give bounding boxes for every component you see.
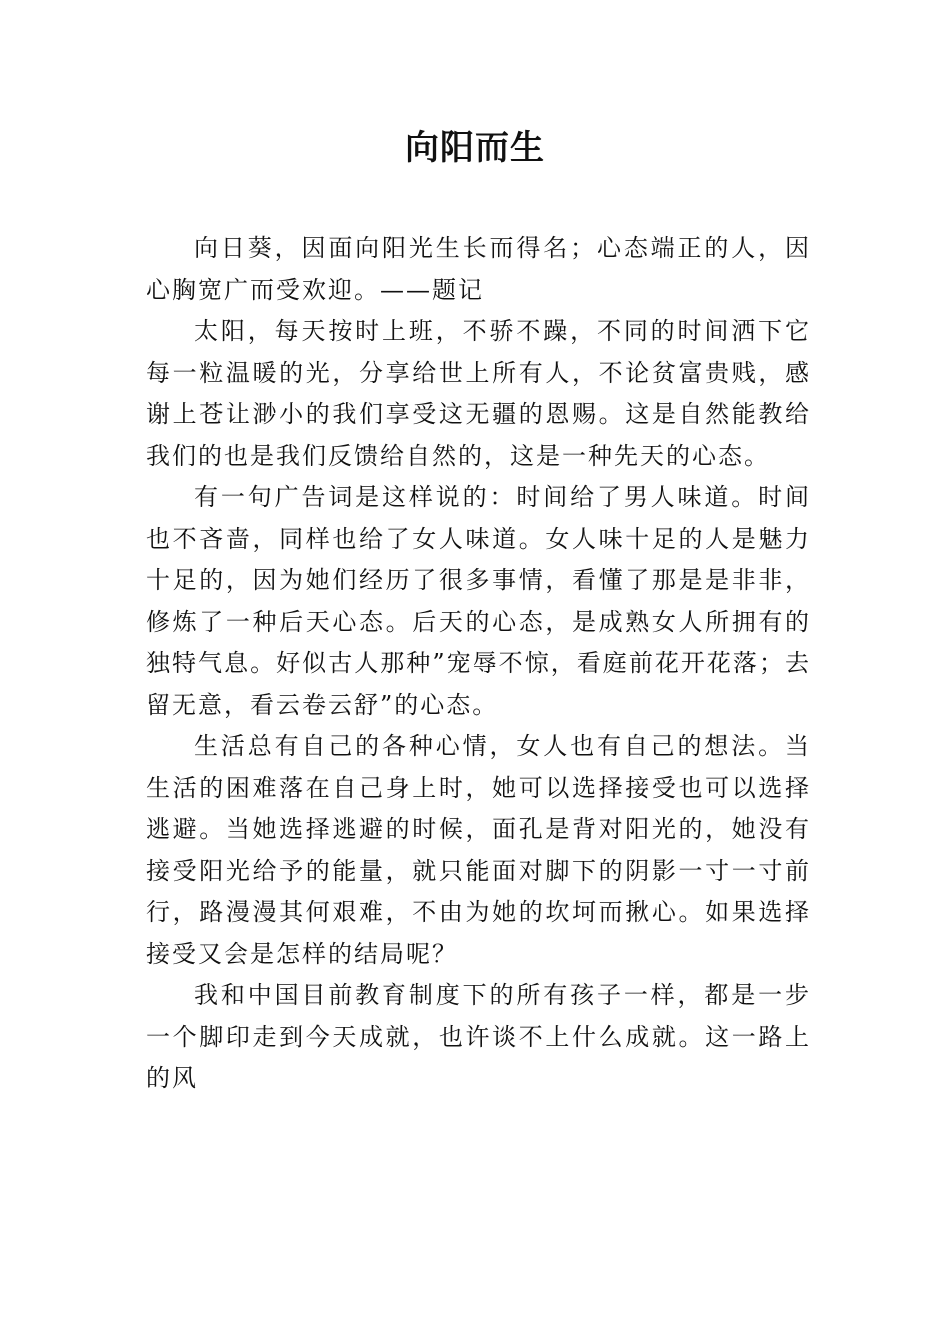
paragraph-epigraph: 向日葵，因面向阳光生长而得名；心态端正的人，因心胸宽广而受欢迎。——题记 xyxy=(146,234,811,304)
paragraph-life: 生活总有自己的各种心情，女人也有自己的想法。当生活的困难落在自己身上时，她可以选择接受也可以选择逃避。当她选择逃避的时候，面孔是背对阳光的，她没有接受阳光给予的能量，就只能面对脚下的阴影一寸一寸前行，路漫漫其何艰难，不由为她的坎坷而揪心。如果选择接受又会是怎样的结局呢？ xyxy=(146,732,811,968)
document-title: 向阳而生 xyxy=(405,128,545,168)
paragraph-sun: 太阳，每天按时上班，不骄不躁，不同的时间洒下它每一粒温暖的光，分享给世上所有人，不论贫富贵贱，感谢上苍让渺小的我们享受这无疆的恩赐。这是自然能教给我们的也是我们反馈给自然的，这是一种先天的心态。 xyxy=(146,317,811,470)
document-body xyxy=(146,228,811,1100)
paragraph-advertisement: 有一句广告词是这样说的：时间给了男人味道。时间也不吝啬，同样也给了女人味道。女人味十足的人是魅力十足的，因为她们经历了很多事情，看懂了那是是非非，修炼了一种后天心态。后天的心态，是成熟女人所拥有的独特气息。好似古人那种”宠辱不惊，看庭前花开花落；去留无意，看云卷云舒”的心态。 xyxy=(146,483,811,719)
paragraph-education: 我和中国目前教育制度下的所有孩子一样，都是一步一个脚印走到今天成就，也许谈不上什么成就。这一路上的风 xyxy=(146,981,811,1092)
